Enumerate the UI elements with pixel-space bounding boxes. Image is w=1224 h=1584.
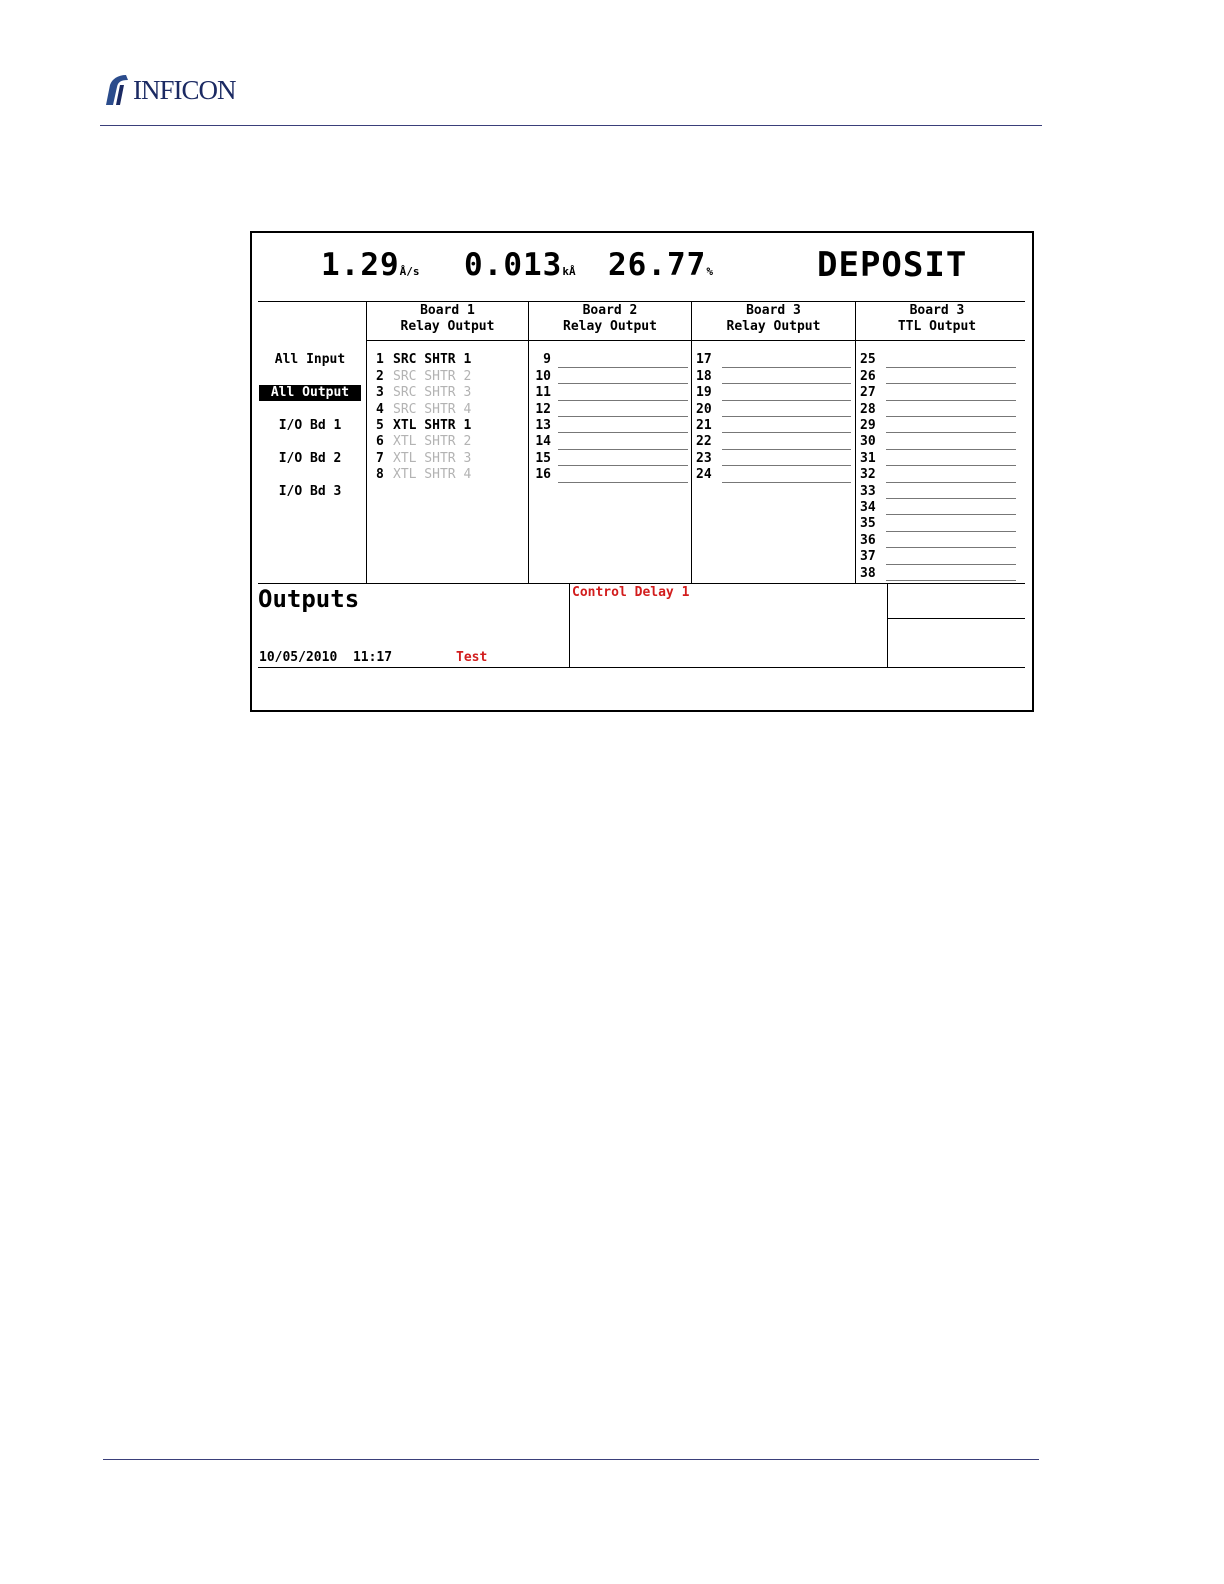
output-row[interactable]: 5 XTL SHTR 1	[376, 418, 472, 433]
output-slot-line[interactable]	[722, 449, 851, 450]
output-label: XTL SHTR 2	[393, 434, 472, 449]
output-row[interactable]: 4 SRC SHTR 4	[376, 402, 472, 417]
thickness-unit: kÅ	[562, 265, 576, 278]
column-header-board2	[529, 303, 691, 335]
output-row-number: 23	[696, 451, 712, 466]
output-slot-line[interactable]	[722, 383, 851, 384]
column-header-board3-relay	[692, 303, 855, 335]
output-row[interactable]: 2 SRC SHTR 2	[376, 369, 472, 384]
output-row-number: 29	[860, 418, 876, 433]
header-rule	[100, 125, 1042, 126]
menu-item-all-output[interactable]: All Output	[259, 385, 361, 401]
column-header-board1	[367, 303, 528, 335]
output-label: SRC SHTR 1	[393, 352, 472, 367]
output-row-number: 22	[696, 434, 712, 449]
output-row-number: 18	[696, 369, 712, 384]
output-slot-line[interactable]	[722, 432, 851, 433]
output-row[interactable]: 3 SRC SHTR 3	[376, 385, 472, 400]
output-row-number: 13	[535, 418, 551, 433]
output-row-number: 33	[860, 484, 876, 499]
output-slot-line[interactable]	[886, 367, 1016, 368]
output-row-number: 34	[860, 500, 876, 515]
menu-item-all-input[interactable]: All Input	[274, 352, 346, 367]
column-header-line1: Board 3	[746, 303, 801, 318]
column-header-line2: Relay Output	[400, 319, 495, 334]
output-row-number: 28	[860, 402, 876, 417]
output-row-number: 31	[860, 451, 876, 466]
output-row-number: 21	[696, 418, 712, 433]
output-label: SRC SHTR 4	[393, 402, 472, 417]
output-slot-line[interactable]	[886, 482, 1016, 483]
output-row[interactable]: 8 XTL SHTR 4	[376, 467, 472, 482]
output-slot-line[interactable]	[558, 482, 688, 483]
output-row[interactable]: 7 XTL SHTR 3	[376, 451, 472, 466]
mode-indicator: Test	[456, 650, 488, 665]
time-text: 11:17	[352, 650, 393, 665]
menu-item-io-bd-3[interactable]: I/O Bd 3	[278, 484, 342, 499]
rate-unit: Å/s	[399, 265, 420, 278]
inficon-logo-text: INFICON	[133, 74, 236, 105]
divider	[887, 618, 1025, 619]
output-row-number: 30	[860, 434, 876, 449]
output-slot-line[interactable]	[558, 400, 688, 401]
rate-readout	[321, 247, 420, 283]
output-row-number: 12	[535, 402, 551, 417]
output-row-number: 37	[860, 549, 876, 564]
output-slot-line[interactable]	[558, 416, 688, 417]
output-slot-line[interactable]	[558, 465, 688, 466]
power-value: 26.77	[608, 247, 707, 283]
output-row-number: 20	[696, 402, 712, 417]
divider	[258, 301, 1025, 302]
divider	[569, 583, 570, 667]
output-row-number: 26	[860, 369, 876, 384]
output-row-number: 14	[535, 434, 551, 449]
screen-title: Outputs	[258, 585, 360, 613]
output-label: XTL SHTR 1	[393, 418, 472, 433]
column-header-line1: Board 2	[582, 303, 638, 318]
footer-rule	[103, 1459, 1039, 1460]
date-text: 10/05/2010	[259, 650, 338, 665]
output-slot-line[interactable]	[886, 580, 1016, 581]
output-label: SRC SHTR 3	[393, 385, 472, 400]
inficon-logo	[104, 72, 236, 108]
output-slot-line[interactable]	[886, 416, 1016, 417]
output-row-number: 11	[535, 385, 551, 400]
process-state: DEPOSIT	[817, 245, 968, 285]
output-slot-line[interactable]	[886, 564, 1016, 565]
thickness-readout	[464, 247, 576, 283]
output-slot-line[interactable]	[558, 449, 688, 450]
divider	[366, 340, 1025, 341]
output-row-number: 25	[860, 352, 876, 367]
divider	[855, 301, 856, 583]
column-header-line1: Board 1	[420, 303, 475, 318]
output-slot-line[interactable]	[722, 482, 851, 483]
divider	[691, 301, 692, 583]
column-header-line1: Board 3	[909, 303, 965, 318]
output-slot-line[interactable]	[886, 514, 1016, 515]
divider	[528, 301, 529, 583]
output-slot-line[interactable]	[558, 432, 688, 433]
output-row-number: 10	[535, 369, 551, 384]
thickness-value: 0.013	[464, 247, 563, 283]
output-row-number: 17	[696, 352, 712, 367]
output-row-number: 19	[696, 385, 712, 400]
output-slot-line[interactable]	[722, 465, 851, 466]
output-row-number: 27	[860, 385, 876, 400]
output-slot-line[interactable]	[722, 367, 851, 368]
inficon-logo-mark-icon	[104, 73, 130, 107]
output-row[interactable]: 1 SRC SHTR 1	[376, 352, 472, 367]
column-header-board3-ttl	[856, 303, 1018, 335]
output-slot-line[interactable]	[558, 367, 688, 368]
output-row[interactable]: 6 XTL SHTR 2	[376, 434, 472, 449]
output-slot-line[interactable]	[886, 465, 1016, 466]
divider	[258, 667, 1025, 668]
divider	[887, 583, 888, 667]
output-label: SRC SHTR 2	[393, 369, 472, 384]
output-label: XTL SHTR 4	[393, 467, 472, 482]
menu-item-io-bd-2[interactable]: I/O Bd 2	[278, 451, 342, 466]
instrument-screen	[250, 231, 1034, 712]
power-unit: %	[706, 265, 713, 278]
power-readout	[608, 247, 713, 283]
output-slot-line[interactable]	[886, 498, 1016, 499]
divider	[258, 583, 1025, 584]
output-row-number: 24	[696, 467, 712, 482]
output-row-number: 32	[860, 467, 876, 482]
output-slot-line[interactable]	[722, 416, 851, 417]
column-header-line2: Relay Output	[563, 319, 657, 334]
output-row-number: 9	[543, 352, 551, 367]
output-slot-line[interactable]	[886, 400, 1016, 401]
output-row-number: 15	[535, 451, 551, 466]
output-slot-line[interactable]	[558, 383, 688, 384]
rate-value: 1.29	[321, 247, 400, 283]
output-row-number: 16	[535, 467, 551, 482]
column-header-line2: TTL Output	[897, 319, 977, 334]
output-slot-line[interactable]	[886, 449, 1016, 450]
output-row-number: 36	[860, 533, 876, 548]
menu-item-io-bd-1[interactable]: I/O Bd 1	[278, 418, 342, 433]
output-slot-line[interactable]	[886, 531, 1016, 532]
output-slot-line[interactable]	[886, 547, 1016, 548]
output-row-number: 38	[860, 566, 876, 581]
date-time	[259, 650, 392, 665]
divider	[366, 301, 367, 583]
column-header-line2: Relay Output	[726, 319, 821, 334]
output-label: XTL SHTR 3	[393, 451, 472, 466]
output-slot-line[interactable]	[886, 432, 1016, 433]
status-message: Control Delay 1	[572, 585, 690, 600]
output-slot-line[interactable]	[886, 383, 1016, 384]
output-row-number: 35	[860, 516, 876, 531]
output-slot-line[interactable]	[722, 400, 851, 401]
